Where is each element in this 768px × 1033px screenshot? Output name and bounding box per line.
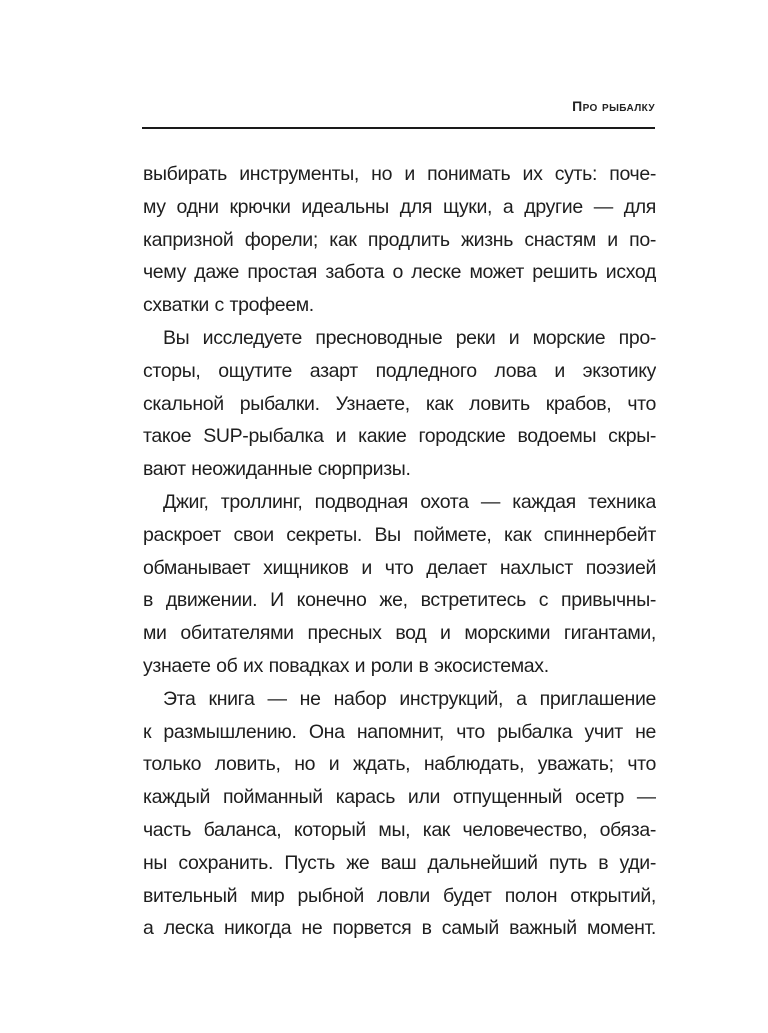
text-line: выбирать инструменты, но и понимать их суть: поче- [143,163,656,185]
text-line: Вы исследуете пресноводные реки и морские про- [163,326,656,349]
text-line: вительный мир рыбной ловли будет полон открытий, [143,884,656,907]
text-line: каждый пойманный карась или отпущенный осетр — [143,786,656,809]
text-line: только ловить, но и ждать, наблюдать, уважать; что [143,753,656,776]
text-line: сторы, ощутите азарт подледного лова и экзотику [143,359,656,382]
header-rule [142,127,655,129]
text-line: узнаете об их повадках и роли в экосистемах. [143,654,549,677]
text-line: Джиг, троллинг, подводная охота — каждая техника [163,490,656,513]
body-text [143,158,656,945]
text-line: к размышлению. Она напомнит, что рыбалка учит не [143,720,656,743]
text-line: в движении. И конечно же, встретитесь с привычны- [143,589,656,612]
text-line: схватки с трофеем. [143,294,314,317]
text-line: ны сохранить. Пусть же ваш дальнейший путь в уди- [143,851,656,874]
text-line: такое SUP-рыбалка и какие городские водоемы скры- [143,425,656,448]
text-line: ми обитателями пресных вод и морскими гигантами, [143,622,656,645]
running-head-title: Про рыбалку [572,98,655,114]
text-line: обманывает хищников и что делает нахлыст поэзией [143,556,656,579]
text-line: раскроет свои секреты. Вы поймете, как спиннербейт [143,523,656,546]
text-line: скальной рыбалки. Узнаете, как ловить крабов, что [143,392,656,415]
text-line: капризной форели; как продлить жизнь снастям и по- [143,228,656,251]
text-line: а леска никогда не порвется в самый важный момент. [143,917,656,940]
text-line: вают неожиданные сюрпризы. [143,458,411,481]
text-line: чему даже простая забота о леске может решить исход [143,261,656,284]
text-line: часть баланса, который мы, как человечество, обяза- [143,818,656,841]
text-line: му одни крючки идеальны для щуки, а другие — для [143,195,656,218]
text-line: Эта книга — не набор инструкций, а приглашение [163,687,656,710]
